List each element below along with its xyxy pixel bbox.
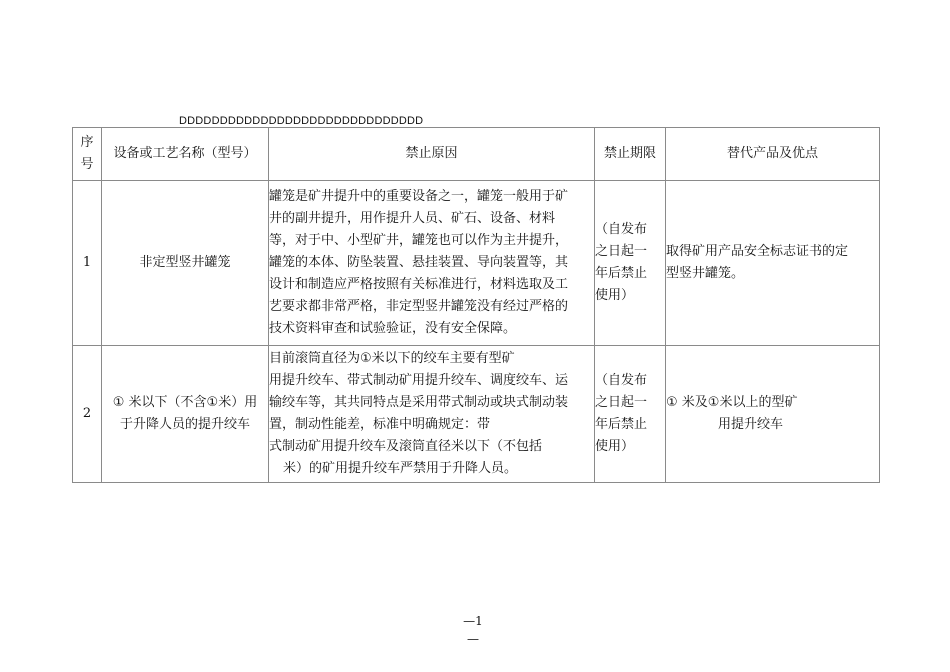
table-row [73,181,880,346]
row-reason-line: 式制动矿用提升绞车及滚筒直径米以下（不包括 [269,439,543,454]
row-alternative-line: 取得矿用产品安全标志证书的定 [666,244,849,259]
row-period-line: 使用） [595,439,635,454]
header-seq [73,128,102,181]
document-code: DDDDDDDDDDDDDDDDDDDDDDDDDDDDDD [179,115,424,127]
header-seq-line: 号 [80,157,94,172]
header-reason: 禁止原因 [269,128,595,181]
row-reason-line: 设计和制造应严格按照有关标准进行，材料选取及工 [269,277,569,292]
header-seq-line: 序 [80,135,94,150]
page-number-line: — [467,632,479,646]
row-reason-line: 井的副井提升，用作提升人员、矿石、设备、材料 [269,211,556,226]
table-header-row [73,128,880,181]
row-period [595,346,666,483]
header-period: 禁止期限 [595,128,666,181]
row-reason-line: 输绞车等，其共同特点是采用带式制动或块式制动装 [269,395,569,410]
page-number [458,612,488,648]
row-alternative-line: ① 米及①米以上的型矿 [666,395,798,410]
row-name-line: 于升降人员的提升绞车 [119,417,250,432]
row-name-line: 非定型竖井罐笼 [139,255,231,270]
row-reason-line: 等，对于中、小型矿井，罐笼也可以作为主井提升， [269,233,569,248]
row-reason-line: 目前滚筒直径为①米以下的绞车主要有型矿 [269,351,515,366]
row-reason-line: 用提升绞车、带式制动矿用提升绞车、调度绞车、运 [269,373,569,388]
row-name [102,346,269,483]
row-alternative-line: 用提升绞车 [718,417,784,432]
row-period-line: 使用） [595,288,635,303]
row-reason [269,181,595,346]
row-alternative-line: 型竖井罐笼。 [666,266,745,281]
row-reason-line: 罐笼的本体、防坠装置、悬挂装置、导向装置等，其 [269,255,569,270]
prohibited-equipment-table [72,127,880,483]
row-period-line: （自发布 [595,373,648,388]
row-reason-line: 罐笼是矿井提升中的重要设备之一，罐笼一般用于矿 [269,189,569,204]
row-name-line: ① 米以下（不含①米）用 [112,395,258,410]
row-reason-line: 米）的矿用提升绞车严禁用于升降人员。 [283,461,518,476]
row-reason [269,346,595,483]
row-period-line: 年后禁止 [595,266,648,281]
row-reason-line: 置，制动性能差，标准中明确规定：带 [269,417,491,432]
row-reason-line: 技术资料审查和试验验证，没有安全保障。 [269,321,517,336]
row-reason-line: 艺要求都非常严格，非定型竖井罐笼没有经过严格的 [269,299,569,314]
row-name [102,181,269,346]
row-seq: 1 [73,181,102,346]
page-number-line: —1 [463,614,483,628]
row-period-line: 之日起一 [595,395,648,410]
row-alternative [666,181,880,346]
row-period [595,181,666,346]
row-period-line: 之日起一 [595,244,648,259]
row-seq: 2 [73,346,102,483]
table-row [73,346,880,483]
row-period-line: 年后禁止 [595,417,648,432]
row-alternative [666,346,880,483]
header-name: 设备或工艺名称（型号） [102,128,269,181]
header-alternative: 替代产品及优点 [666,128,880,181]
row-period-line: （自发布 [595,222,648,237]
